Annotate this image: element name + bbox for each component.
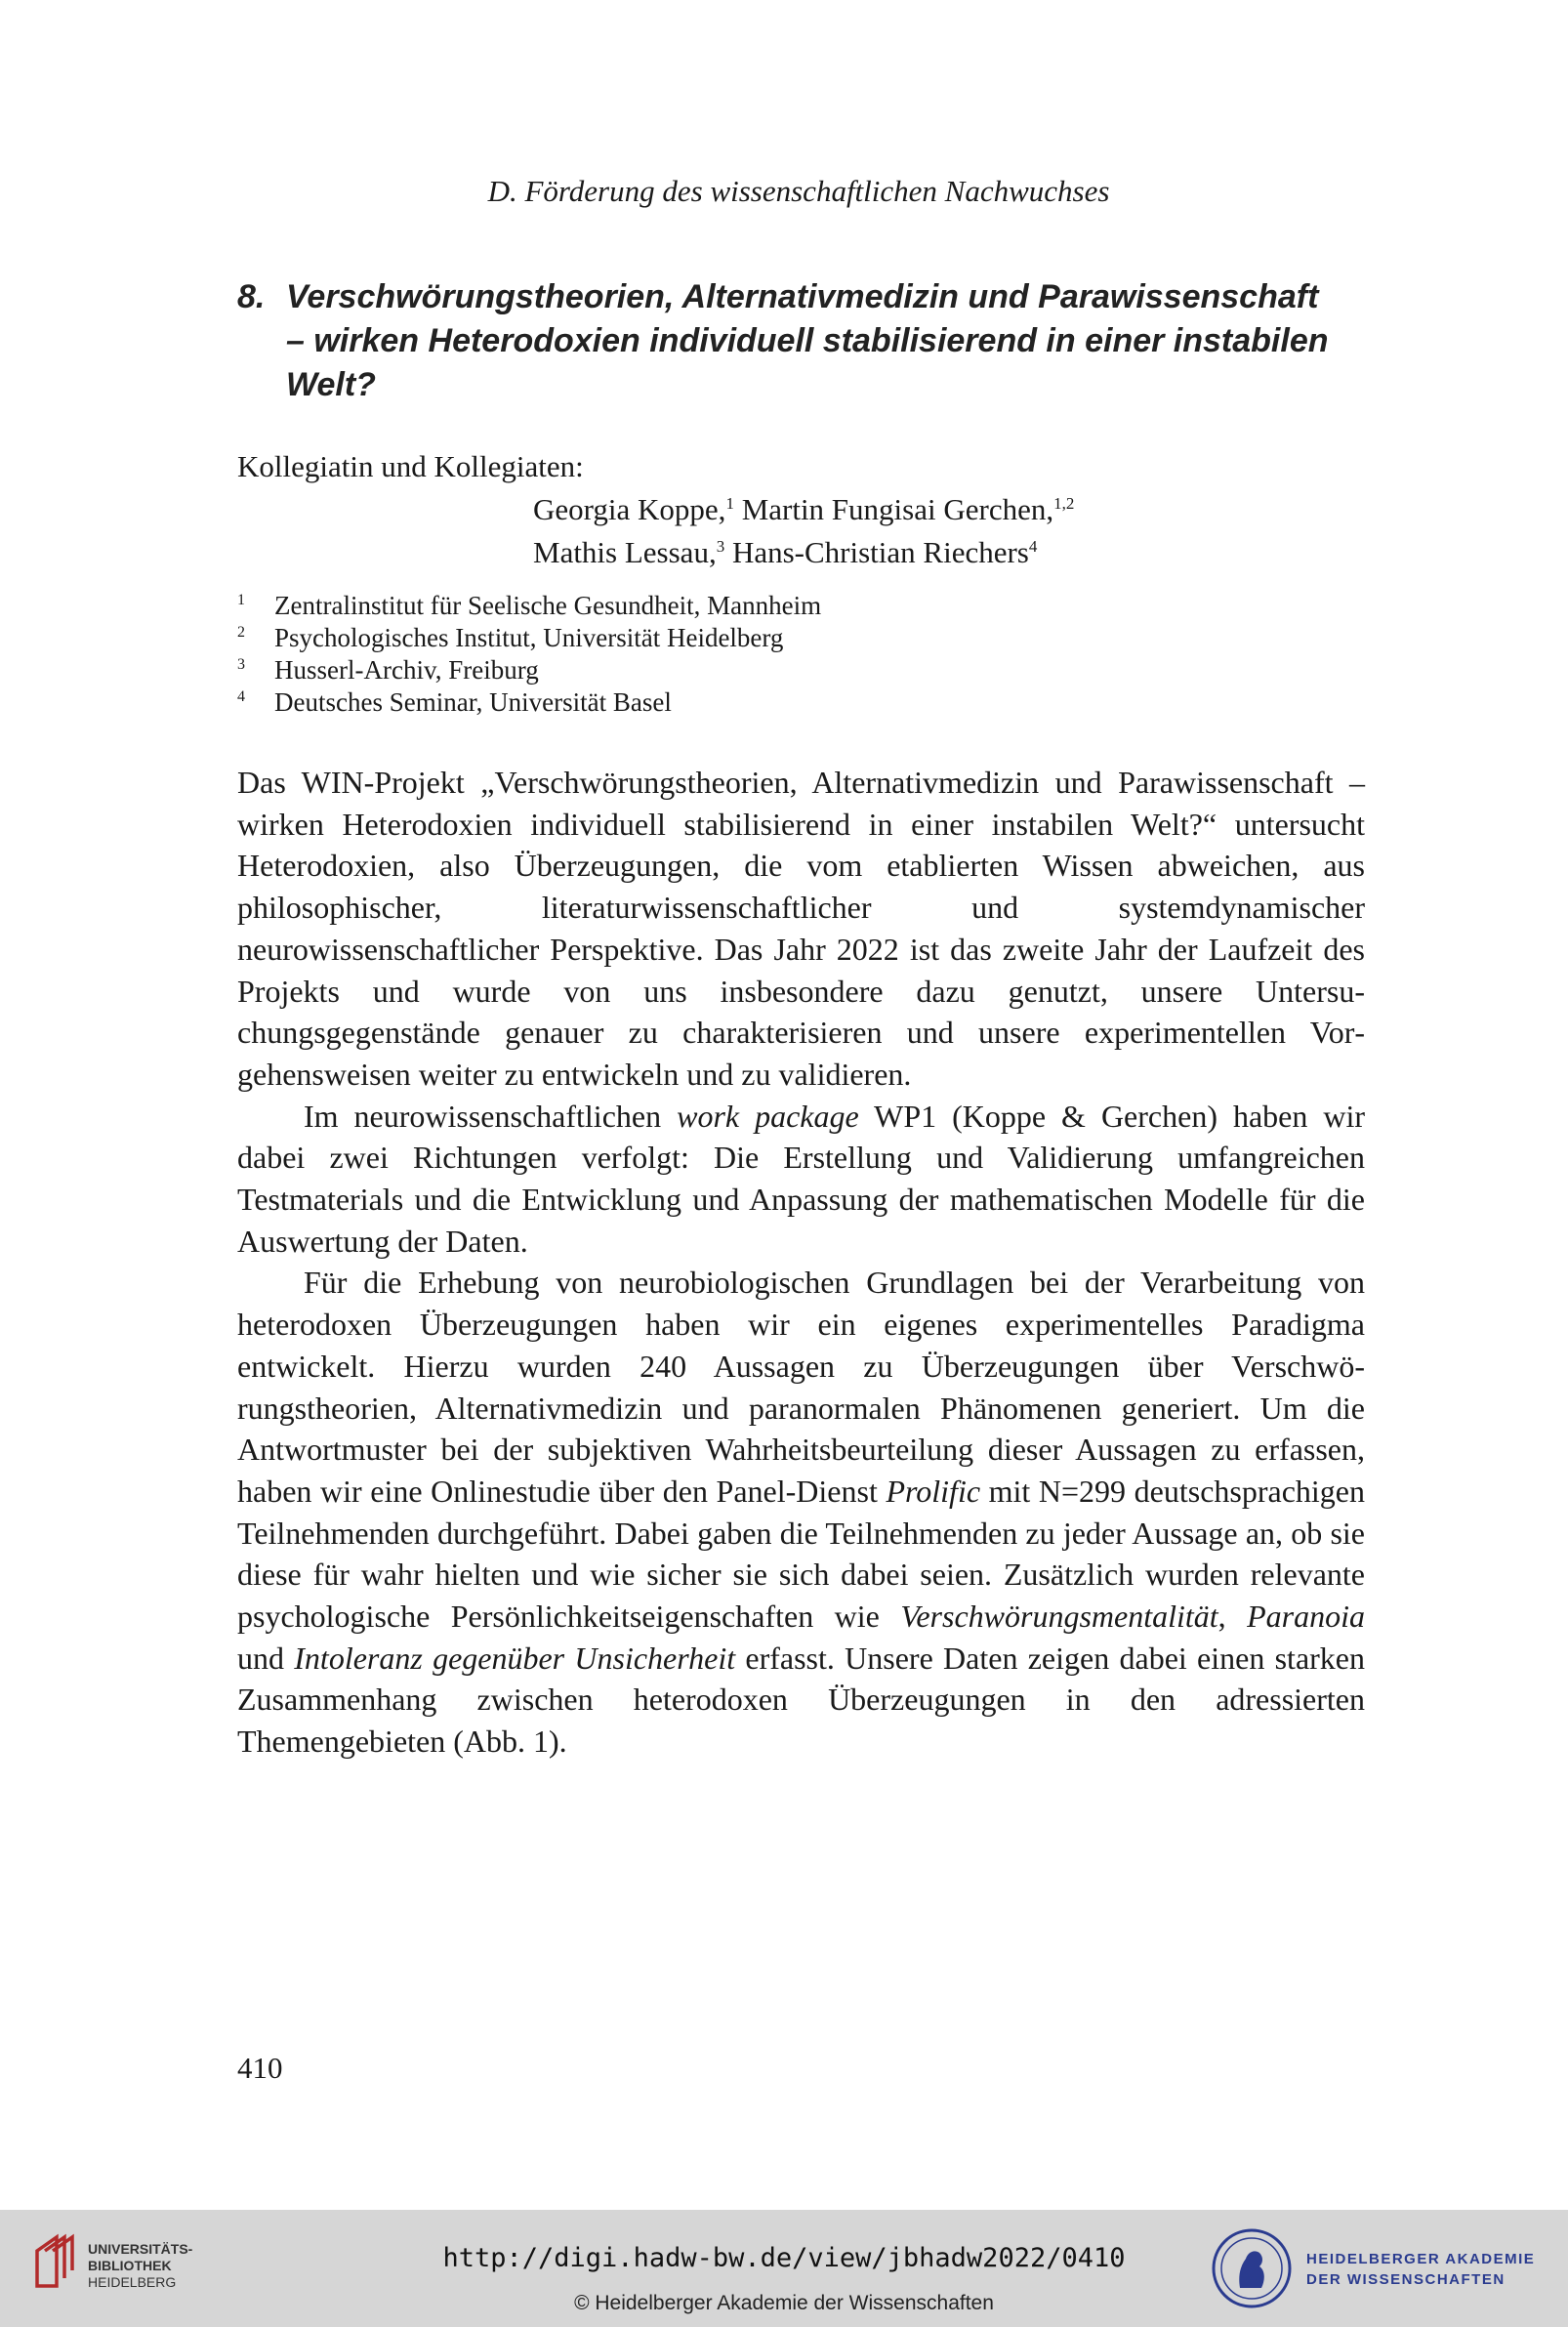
- text-run: Im neurowissenschaftlichen: [304, 1098, 678, 1134]
- author-list: [533, 488, 1074, 574]
- affiliation-text: Deutsches Seminar, Universität Basel: [274, 687, 672, 717]
- affiliation-item: [237, 590, 821, 622]
- chapter-number: 8.: [237, 278, 266, 315]
- kollegiaten-label: Kollegiatin und Kollegiaten:: [237, 449, 584, 483]
- footer-bar: [0, 2210, 1568, 2327]
- author-name: Martin Fungisai Gerchen,: [733, 492, 1054, 526]
- emphasis: work package: [677, 1098, 859, 1134]
- academy-name: [1306, 2249, 1535, 2290]
- author-affil-ref: 1,2: [1053, 494, 1075, 513]
- body-text: [237, 762, 1365, 1763]
- affiliation-number: 2: [237, 624, 245, 641]
- library-name-line: BIBLIOTHEK: [88, 2258, 172, 2273]
- text-run: und: [237, 1640, 295, 1676]
- emphasis: Intoleranz gegenüber Unsicherheit: [294, 1640, 736, 1676]
- affiliation-list: [237, 590, 821, 719]
- emphasis: Paranoia: [1247, 1599, 1366, 1635]
- emphasis: Prolific: [886, 1473, 981, 1509]
- academy-seal-icon: [1211, 2227, 1293, 2309]
- academy-name-line: DER WISSENSCHAFTEN: [1306, 2271, 1506, 2288]
- author-affil-ref: 4: [1028, 537, 1038, 556]
- affiliation-item: [237, 654, 821, 686]
- paragraph-1: Das WIN-Projekt „Verschwörungstheorien, Alternativmedizin und Parawissenschaft – wirken Heterodoxien individuell stabilisierend in einer instabilen Welt?“ untersucht Heterodoxien, also Überzeugungen, die vom etablierten Wissen abweichen, aus philosophischer, literaturwissenschaftlicher und systemdynamischer neurowissenschaftlicher Perspektive. Das Jahr 2022 ist das zweite Jahr der Laufzeit des Projekts und wurde von uns insbesondere dazu genutzt, unsere Untersuchungsgegenstände genauer zu charakterisieren und unsere experimentellen Vorgehensweisen weiter zu entwickeln und zu validieren.: [237, 765, 1365, 1092]
- author-affil-ref: 3: [716, 537, 725, 556]
- affiliation-text: Psychologisches Institut, Universität Heidelberg: [274, 623, 784, 652]
- affiliation-text: Husserl-Archiv, Freiburg: [274, 655, 539, 685]
- author-affil-ref: 1: [725, 494, 734, 513]
- library-name-line: HEIDELBERG: [88, 2274, 177, 2290]
- chapter-title: Verschwörungstheorien, Alternativmedizin und Parawissenschaft – wirken Heterodoxien individuell stabilisierend in einer instabilen Welt?: [286, 278, 1329, 403]
- text-run: erfasst. Unsere Daten zeigen dabei einen starken Zusammenhang zwischen heterodoxen Überzeugungen in den adressierten Themengebieten (Abb. 1).: [237, 1640, 1366, 1760]
- emphasis: Verschwörungsmentalität: [900, 1599, 1218, 1635]
- affiliation-item: [237, 622, 821, 654]
- text-run: WP1 (Koppe & Gerchen) haben wir dabei zwei Richtungen verfolgt: Die Erstellung und Validierung umfangreichen Testmaterials und die Entwicklung und Anpassung der mathematischen Modelle für die Auswertung der Daten.: [237, 1098, 1366, 1259]
- author-name: Georgia Koppe,: [533, 492, 726, 526]
- author-name: Hans-Christian Riechers: [724, 535, 1029, 569]
- author-line-1: [533, 488, 1074, 531]
- paragraph-2: [237, 1096, 1365, 1263]
- affiliation-number: 3: [237, 656, 245, 673]
- text-run: mit N=299 deutschsprachigen Teilnehmenden durchgeführt. Dabei gaben die Teilnehmenden zu jeder Aussage an, ob sie diese für wahr hielten und wie sicher sie sich dabei seien. Zusätzlich wurden relevante psychologische Persönlichkeitseigenschaften wie: [237, 1473, 1366, 1635]
- academy-name-line: HEIDELBERGER AKADEMIE: [1306, 2251, 1536, 2267]
- text-run: ,: [1217, 1599, 1248, 1635]
- paragraph-3: [237, 1262, 1365, 1762]
- affiliation-number: 1: [237, 592, 245, 608]
- affiliation-text: Zentralinstitut für Seelische Gesundheit, Mannheim: [274, 591, 822, 620]
- chapter-heading: [237, 275, 1360, 407]
- source-url-link[interactable]: http://digi.hadw-bw.de/view/jbhadw2022/0410: [442, 2243, 1126, 2273]
- author-name: Mathis Lessau,: [533, 535, 717, 569]
- affiliation-item: [237, 686, 821, 719]
- page-number: 410: [237, 2051, 283, 2085]
- affiliation-number: 4: [237, 688, 245, 705]
- running-head: D. Förderung des wissenschaftlichen Nachwuchses: [487, 174, 1110, 208]
- author-line-2: [533, 531, 1074, 574]
- text-run: Für die Erhebung von neurobiologischen Grundlagen bei der Verarbeitung von heterodoxen Überzeugungen haben wir ein eigenes experimentelles Paradigma entwickelt. Hierzu wurden 240 Aussagen zu Überzeugungen über Verschwörungstheorien, Alternativmedizin und paranormalen Phänomenen generiert. Um die Antwortmuster bei der subjektiven Wahrheitsbeurteilung dieser Aussagen zu erfassen, haben wir eine Onlinestudie über den Panel-Dienst: [237, 1265, 1365, 1509]
- copyright-notice: © Heidelberger Akademie der Wissenschaften: [574, 2292, 994, 2314]
- library-name-line: UNIVERSITÄTS-: [88, 2241, 193, 2257]
